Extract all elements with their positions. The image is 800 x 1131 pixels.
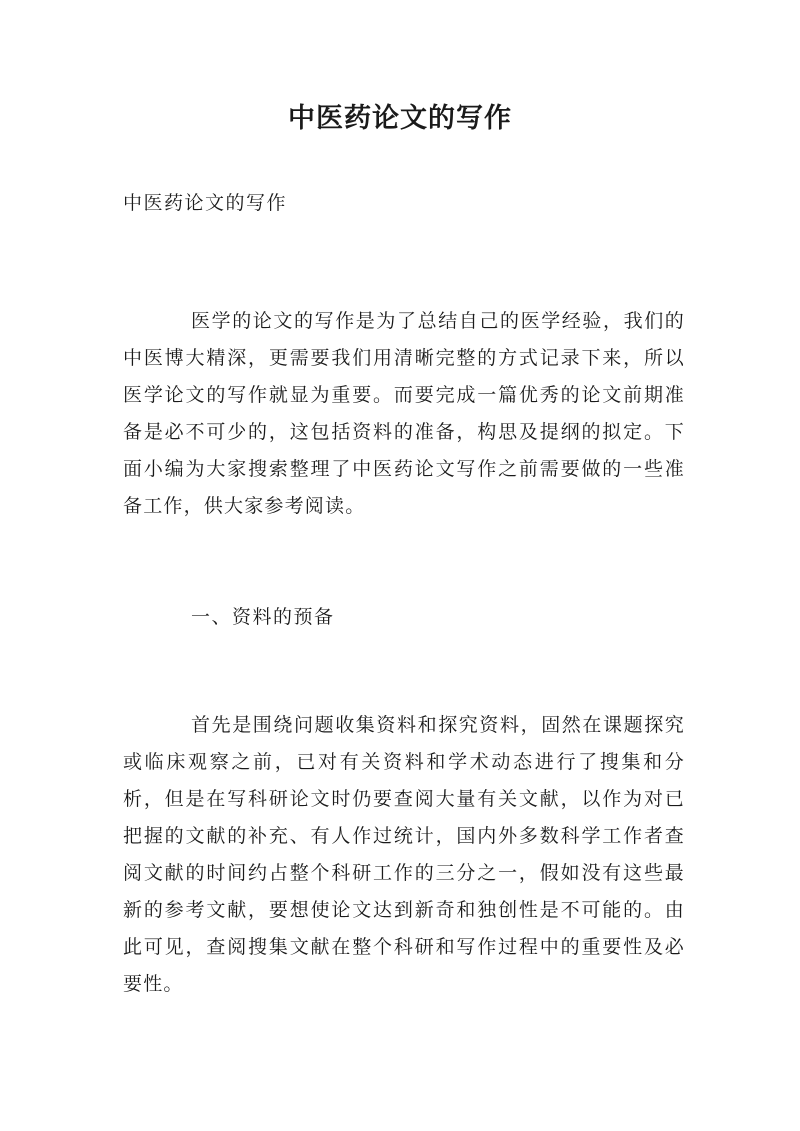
section-heading: 一、资料的预备 (191, 606, 335, 628)
intro-paragraph: 医学的论文的写作是为了总结自己的医学经验，我们的中医博大精深，更需要我们用清晰完整的方式记录下来，所以医学论文的写作就显为重要。而要完成一篇优秀的论文前期准备是必不可少的，这包括资料的准备，构思及提纲的拟定。下面小编为大家搜索整理了中医药论文写作之前需要做的一些准备工作，供大家参考阅读。 (123, 310, 685, 517)
document-title: 中医药论文的写作 (288, 103, 512, 134)
document-subtitle: 中医药论文的写作 (123, 192, 288, 214)
body-paragraph: 首先是围绕问题收集资料和探究资料，固然在课题探究或临床观察之前，已对有关资料和学术动态进行了搜集和分析，但是在写科研论文时仍要查阅大量有关文献，以作为对已把握的文献的补充、有人作过统计，国内外多数科学工作者查阅文献的时间约占整个科研工作的三分之一，假如没有这些最新的参考文献，要想使论文达到新奇和独创性是不可能的。由此可见，查阅搜集文献在整个科研和写作过程中的重要性及必要性。 (123, 714, 685, 995)
